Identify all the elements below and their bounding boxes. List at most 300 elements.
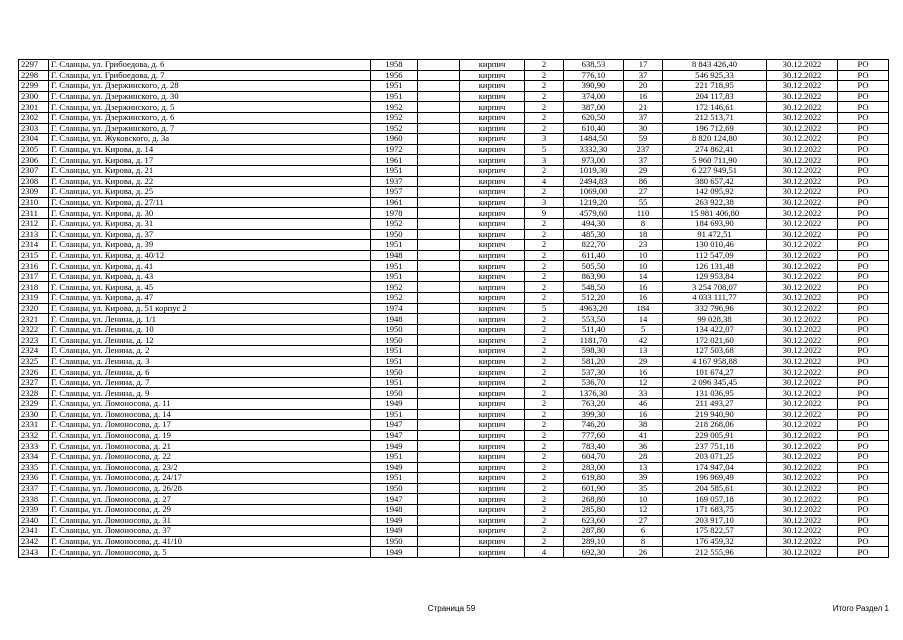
floors-cell: 2: [525, 293, 564, 304]
wall-material-cell: кирпич: [460, 165, 525, 176]
date-cell: 30.12.2022: [767, 462, 838, 473]
date-cell: 30.12.2022: [767, 483, 838, 494]
area-cell: 610,40: [564, 123, 624, 134]
floors-cell: 5: [525, 303, 564, 314]
empty-cell-cell: [418, 165, 460, 176]
empty-cell-cell: [418, 441, 460, 452]
empty-cell-cell: [418, 377, 460, 388]
cost-cell: 8 820 124,80: [663, 134, 767, 145]
floors-cell: 2: [525, 261, 564, 272]
wall-material-cell: кирпич: [460, 515, 525, 526]
year-built-cell: 1952: [371, 218, 418, 229]
date-cell: 30.12.2022: [767, 441, 838, 452]
row-number-cell: 2318: [19, 282, 49, 293]
cost-cell: 172 021,60: [663, 335, 767, 346]
empty-cell-cell: [418, 240, 460, 251]
cost-cell: 169 057,18: [663, 494, 767, 505]
table-row: [19, 144, 889, 155]
residents-cell: 13: [624, 346, 663, 357]
floors-cell: 2: [525, 324, 564, 335]
year-built-cell: 1950: [371, 388, 418, 399]
row-number-cell: 2306: [19, 155, 49, 166]
area-cell: 623,60: [564, 515, 624, 526]
area-cell: 777,60: [564, 430, 624, 441]
floors-cell: 5: [525, 144, 564, 155]
residents-cell: 16: [624, 293, 663, 304]
area-cell: 1069,00: [564, 187, 624, 198]
table-row: [19, 356, 889, 367]
cost-cell: 112 547,09: [663, 250, 767, 261]
wall-material-cell: кирпич: [460, 399, 525, 410]
year-built-cell: 1950: [371, 367, 418, 378]
wall-material-cell: кирпич: [460, 388, 525, 399]
wall-material-cell: кирпич: [460, 112, 525, 123]
row-number-cell: 2301: [19, 102, 49, 113]
date-cell: 30.12.2022: [767, 324, 838, 335]
table-row: [19, 282, 889, 293]
program-cell: РО: [838, 303, 889, 314]
table-row: [19, 515, 889, 526]
program-cell: РО: [838, 504, 889, 515]
area-cell: 783,40: [564, 441, 624, 452]
table-row: [19, 526, 889, 537]
row-number-cell: 2321: [19, 314, 49, 325]
cost-cell: 237 751,18: [663, 441, 767, 452]
empty-cell-cell: [418, 483, 460, 494]
area-cell: 763,20: [564, 399, 624, 410]
row-number-cell: 2313: [19, 229, 49, 240]
address-cell: Г. Сланцы, ул. Ломоносова, д. 19: [49, 430, 371, 441]
residents-cell: 16: [624, 282, 663, 293]
area-cell: 598,30: [564, 346, 624, 357]
program-cell: РО: [838, 187, 889, 198]
table-row: [19, 293, 889, 304]
wall-material-cell: кирпич: [460, 483, 525, 494]
row-number-cell: 2334: [19, 451, 49, 462]
cost-cell: 91 472,51: [663, 229, 767, 240]
residents-cell: 110: [624, 208, 663, 219]
cost-cell: 176 459,32: [663, 536, 767, 547]
program-cell: РО: [838, 377, 889, 388]
program-cell: РО: [838, 208, 889, 219]
wall-material-cell: кирпич: [460, 324, 525, 335]
wall-material-cell: кирпич: [460, 155, 525, 166]
empty-cell-cell: [418, 451, 460, 462]
empty-cell-cell: [418, 208, 460, 219]
date-cell: 30.12.2022: [767, 208, 838, 219]
cost-cell: 131 036,95: [663, 388, 767, 399]
empty-cell-cell: [418, 261, 460, 272]
row-number-cell: 2298: [19, 70, 49, 81]
program-cell: РО: [838, 547, 889, 558]
date-cell: 30.12.2022: [767, 367, 838, 378]
empty-cell-cell: [418, 81, 460, 92]
floors-cell: 2: [525, 282, 564, 293]
cost-cell: 546 925,33: [663, 70, 767, 81]
residents-cell: 12: [624, 504, 663, 515]
floors-cell: 2: [525, 187, 564, 198]
row-number-cell: 2307: [19, 165, 49, 176]
table-row: [19, 250, 889, 261]
date-cell: 30.12.2022: [767, 60, 838, 71]
program-cell: РО: [838, 324, 889, 335]
table-row: [19, 60, 889, 71]
address-cell: Г. Сланцы, ул. Кирова, д. 17: [49, 155, 371, 166]
row-number-cell: 2333: [19, 441, 49, 452]
wall-material-cell: кирпич: [460, 526, 525, 537]
year-built-cell: 1949: [371, 526, 418, 537]
table-row: [19, 441, 889, 452]
floors-cell: 2: [525, 60, 564, 71]
row-number-cell: 2336: [19, 473, 49, 484]
date-cell: 30.12.2022: [767, 473, 838, 484]
date-cell: 30.12.2022: [767, 261, 838, 272]
residents-cell: 37: [624, 70, 663, 81]
wall-material-cell: кирпич: [460, 451, 525, 462]
floors-cell: 3: [525, 134, 564, 145]
table-row: [19, 504, 889, 515]
floors-cell: 2: [525, 483, 564, 494]
row-number-cell: 2335: [19, 462, 49, 473]
area-cell: 289,10: [564, 536, 624, 547]
floors-cell: 2: [525, 494, 564, 505]
date-cell: 30.12.2022: [767, 399, 838, 410]
address-cell: Г. Сланцы, ул. Ломоносова, д. 23/2: [49, 462, 371, 473]
date-cell: 30.12.2022: [767, 250, 838, 261]
wall-material-cell: кирпич: [460, 218, 525, 229]
year-built-cell: 1950: [371, 536, 418, 547]
floors-cell: 2: [525, 250, 564, 261]
row-number-cell: 2339: [19, 504, 49, 515]
table-row: [19, 91, 889, 102]
residents-cell: 37: [624, 112, 663, 123]
date-cell: 30.12.2022: [767, 409, 838, 420]
row-number-cell: 2327: [19, 377, 49, 388]
floors-cell: 2: [525, 367, 564, 378]
row-number-cell: 2316: [19, 261, 49, 272]
date-cell: 30.12.2022: [767, 112, 838, 123]
area-cell: 536,70: [564, 377, 624, 388]
row-number-cell: 2326: [19, 367, 49, 378]
empty-cell-cell: [418, 536, 460, 547]
area-cell: 1019,30: [564, 165, 624, 176]
address-cell: Г. Сланцы, ул. Кирова, д. 41: [49, 261, 371, 272]
empty-cell-cell: [418, 229, 460, 240]
date-cell: 30.12.2022: [767, 144, 838, 155]
table-row: [19, 134, 889, 145]
table-row: [19, 346, 889, 357]
floors-cell: 2: [525, 218, 564, 229]
row-number-cell: 2331: [19, 420, 49, 431]
wall-material-cell: кирпич: [460, 536, 525, 547]
table-row: [19, 547, 889, 558]
floors-cell: 2: [525, 123, 564, 134]
area-cell: 1376,30: [564, 388, 624, 399]
empty-cell-cell: [418, 282, 460, 293]
year-built-cell: 1952: [371, 123, 418, 134]
year-built-cell: 1958: [371, 60, 418, 71]
cost-cell: 204 117,83: [663, 91, 767, 102]
floors-cell: 2: [525, 346, 564, 357]
year-built-cell: 1948: [371, 314, 418, 325]
area-cell: 4963,20: [564, 303, 624, 314]
year-built-cell: 1952: [371, 293, 418, 304]
cost-cell: 184 693,90: [663, 218, 767, 229]
program-cell: РО: [838, 409, 889, 420]
table-row: [19, 494, 889, 505]
program-cell: РО: [838, 346, 889, 357]
address-cell: Г. Сланцы, ул. Кирова, д. 39: [49, 240, 371, 251]
cost-cell: 212 513,71: [663, 112, 767, 123]
year-built-cell: 1972: [371, 144, 418, 155]
cost-cell: 175 822,57: [663, 526, 767, 537]
residents-cell: 30: [624, 123, 663, 134]
program-cell: РО: [838, 430, 889, 441]
floors-cell: 2: [525, 102, 564, 113]
program-cell: РО: [838, 483, 889, 494]
date-cell: 30.12.2022: [767, 176, 838, 187]
table-row: [19, 229, 889, 240]
program-cell: РО: [838, 240, 889, 251]
cost-cell: 8 843 426,40: [663, 60, 767, 71]
empty-cell-cell: [418, 430, 460, 441]
residents-cell: 237: [624, 144, 663, 155]
year-built-cell: 1949: [371, 462, 418, 473]
program-cell: РО: [838, 462, 889, 473]
year-built-cell: 1952: [371, 102, 418, 113]
residents-cell: 28: [624, 451, 663, 462]
program-cell: РО: [838, 451, 889, 462]
program-cell: РО: [838, 388, 889, 399]
residents-cell: 23: [624, 240, 663, 251]
row-number-cell: 2315: [19, 250, 49, 261]
address-cell: Г. Сланцы, ул. Дзержинского, д. 6: [49, 112, 371, 123]
floors-cell: 2: [525, 240, 564, 251]
date-cell: 30.12.2022: [767, 240, 838, 251]
year-built-cell: 1949: [371, 441, 418, 452]
empty-cell-cell: [418, 102, 460, 113]
table-row: [19, 81, 889, 92]
row-number-cell: 2303: [19, 123, 49, 134]
empty-cell-cell: [418, 420, 460, 431]
table-row: [19, 102, 889, 113]
residents-cell: 184: [624, 303, 663, 314]
empty-cell-cell: [418, 367, 460, 378]
row-number-cell: 2324: [19, 346, 49, 357]
cost-cell: 219 940,90: [663, 409, 767, 420]
table-row: [19, 324, 889, 335]
address-cell: Г. Сланцы, ул. Кирова, д. 22: [49, 176, 371, 187]
empty-cell-cell: [418, 293, 460, 304]
empty-cell-cell: [418, 112, 460, 123]
cost-cell: 130 010,46: [663, 240, 767, 251]
area-cell: 4579,60: [564, 208, 624, 219]
area-cell: 604,70: [564, 451, 624, 462]
empty-cell-cell: [418, 271, 460, 282]
area-cell: 390,90: [564, 81, 624, 92]
floors-cell: 2: [525, 91, 564, 102]
floors-cell: 2: [525, 356, 564, 367]
row-number-cell: 2328: [19, 388, 49, 399]
wall-material-cell: кирпич: [460, 367, 525, 378]
floors-cell: 2: [525, 462, 564, 473]
program-cell: РО: [838, 112, 889, 123]
year-built-cell: 1951: [371, 91, 418, 102]
residents-cell: 29: [624, 356, 663, 367]
year-built-cell: 1961: [371, 197, 418, 208]
cost-cell: 101 674,27: [663, 367, 767, 378]
wall-material-cell: кирпич: [460, 430, 525, 441]
empty-cell-cell: [418, 70, 460, 81]
address-cell: Г. Сланцы, ул. Ломоносова, д. 14: [49, 409, 371, 420]
row-number-cell: 2330: [19, 409, 49, 420]
floors-cell: 2: [525, 399, 564, 410]
floors-cell: 2: [525, 451, 564, 462]
cost-cell: 142 095,92: [663, 187, 767, 198]
address-cell: Г. Сланцы, ул. Ленина, д. 3: [49, 356, 371, 367]
program-cell: РО: [838, 134, 889, 145]
residents-cell: 10: [624, 494, 663, 505]
row-number-cell: 2319: [19, 293, 49, 304]
residents-cell: 17: [624, 60, 663, 71]
year-built-cell: 1951: [371, 356, 418, 367]
floors-cell: 2: [525, 377, 564, 388]
year-built-cell: 1952: [371, 282, 418, 293]
year-built-cell: 1951: [371, 409, 418, 420]
date-cell: 30.12.2022: [767, 335, 838, 346]
empty-cell-cell: [418, 176, 460, 187]
empty-cell-cell: [418, 250, 460, 261]
wall-material-cell: кирпич: [460, 91, 525, 102]
year-built-cell: 1951: [371, 240, 418, 251]
empty-cell-cell: [418, 123, 460, 134]
table-row: [19, 240, 889, 251]
address-cell: Г. Сланцы, ул. Кирова, д. 47: [49, 293, 371, 304]
year-built-cell: 1961: [371, 155, 418, 166]
date-cell: 30.12.2022: [767, 451, 838, 462]
residents-cell: 39: [624, 473, 663, 484]
residents-cell: 26: [624, 547, 663, 558]
residents-cell: 14: [624, 314, 663, 325]
program-cell: РО: [838, 399, 889, 410]
wall-material-cell: кирпич: [460, 261, 525, 272]
year-built-cell: 1952: [371, 112, 418, 123]
residents-cell: 33: [624, 388, 663, 399]
cost-cell: 211 493,27: [663, 399, 767, 410]
address-cell: Г. Сланцы, ул. Жуковского, д. 3а: [49, 134, 371, 145]
year-built-cell: 1957: [371, 187, 418, 198]
year-built-cell: 1951: [371, 473, 418, 484]
empty-cell-cell: [418, 324, 460, 335]
row-number-cell: 2310: [19, 197, 49, 208]
year-built-cell: 1951: [371, 377, 418, 388]
table-row: [19, 473, 889, 484]
program-cell: РО: [838, 282, 889, 293]
address-cell: Г. Сланцы, ул. Кирова, д. 21: [49, 165, 371, 176]
program-cell: РО: [838, 81, 889, 92]
area-cell: 374,00: [564, 91, 624, 102]
program-cell: РО: [838, 356, 889, 367]
empty-cell-cell: [418, 187, 460, 198]
row-number-cell: 2300: [19, 91, 49, 102]
cost-cell: 229 005,91: [663, 430, 767, 441]
year-built-cell: 1951: [371, 81, 418, 92]
cost-cell: 171 683,75: [663, 504, 767, 515]
table-row: [19, 155, 889, 166]
empty-cell-cell: [418, 197, 460, 208]
date-cell: 30.12.2022: [767, 197, 838, 208]
date-cell: 30.12.2022: [767, 271, 838, 282]
residents-cell: 55: [624, 197, 663, 208]
residents-cell: 20: [624, 81, 663, 92]
cost-cell: 99 028,38: [663, 314, 767, 325]
area-cell: 553,50: [564, 314, 624, 325]
area-cell: 1484,50: [564, 134, 624, 145]
date-cell: 30.12.2022: [767, 346, 838, 357]
area-cell: 283,00: [564, 462, 624, 473]
area-cell: 601,90: [564, 483, 624, 494]
address-cell: Г. Сланцы, ул. Ленина, д. 2: [49, 346, 371, 357]
address-cell: Г. Сланцы, ул. Кирова, д. 30: [49, 208, 371, 219]
year-built-cell: 1974: [371, 303, 418, 314]
residents-cell: 27: [624, 187, 663, 198]
empty-cell-cell: [418, 91, 460, 102]
floors-cell: 4: [525, 547, 564, 558]
floors-cell: 2: [525, 70, 564, 81]
wall-material-cell: кирпич: [460, 356, 525, 367]
program-cell: РО: [838, 441, 889, 452]
date-cell: 30.12.2022: [767, 494, 838, 505]
program-cell: РО: [838, 473, 889, 484]
floors-cell: 4: [525, 176, 564, 187]
table-row: [19, 208, 889, 219]
table-row: [19, 430, 889, 441]
floors-cell: 2: [525, 112, 564, 123]
residents-cell: 59: [624, 134, 663, 145]
program-cell: РО: [838, 515, 889, 526]
year-built-cell: 1948: [371, 250, 418, 261]
area-cell: 537,30: [564, 367, 624, 378]
year-built-cell: 1949: [371, 515, 418, 526]
wall-material-cell: кирпич: [460, 271, 525, 282]
residents-cell: 42: [624, 335, 663, 346]
program-cell: РО: [838, 420, 889, 431]
address-cell: Г. Сланцы, ул. Дзержинского, д. 30: [49, 91, 371, 102]
row-number-cell: 2308: [19, 176, 49, 187]
date-cell: 30.12.2022: [767, 91, 838, 102]
wall-material-cell: кирпич: [460, 208, 525, 219]
address-cell: Г. Сланцы, ул. Ломоносова, д. 24/17: [49, 473, 371, 484]
year-built-cell: 1937: [371, 176, 418, 187]
address-cell: Г. Сланцы, ул. Ломоносова, д. 41/10: [49, 536, 371, 547]
wall-material-cell: кирпич: [460, 176, 525, 187]
cost-cell: 218 268,06: [663, 420, 767, 431]
residents-cell: 10: [624, 261, 663, 272]
area-cell: 581,20: [564, 356, 624, 367]
year-built-cell: 1947: [371, 430, 418, 441]
program-cell: РО: [838, 165, 889, 176]
cost-cell: 212 555,96: [663, 547, 767, 558]
program-cell: РО: [838, 197, 889, 208]
floors-cell: 2: [525, 314, 564, 325]
program-cell: РО: [838, 155, 889, 166]
table-row: [19, 409, 889, 420]
empty-cell-cell: [418, 60, 460, 71]
wall-material-cell: кирпич: [460, 441, 525, 452]
residents-cell: 14: [624, 271, 663, 282]
row-number-cell: 2312: [19, 218, 49, 229]
cost-cell: 4 167 958,88: [663, 356, 767, 367]
